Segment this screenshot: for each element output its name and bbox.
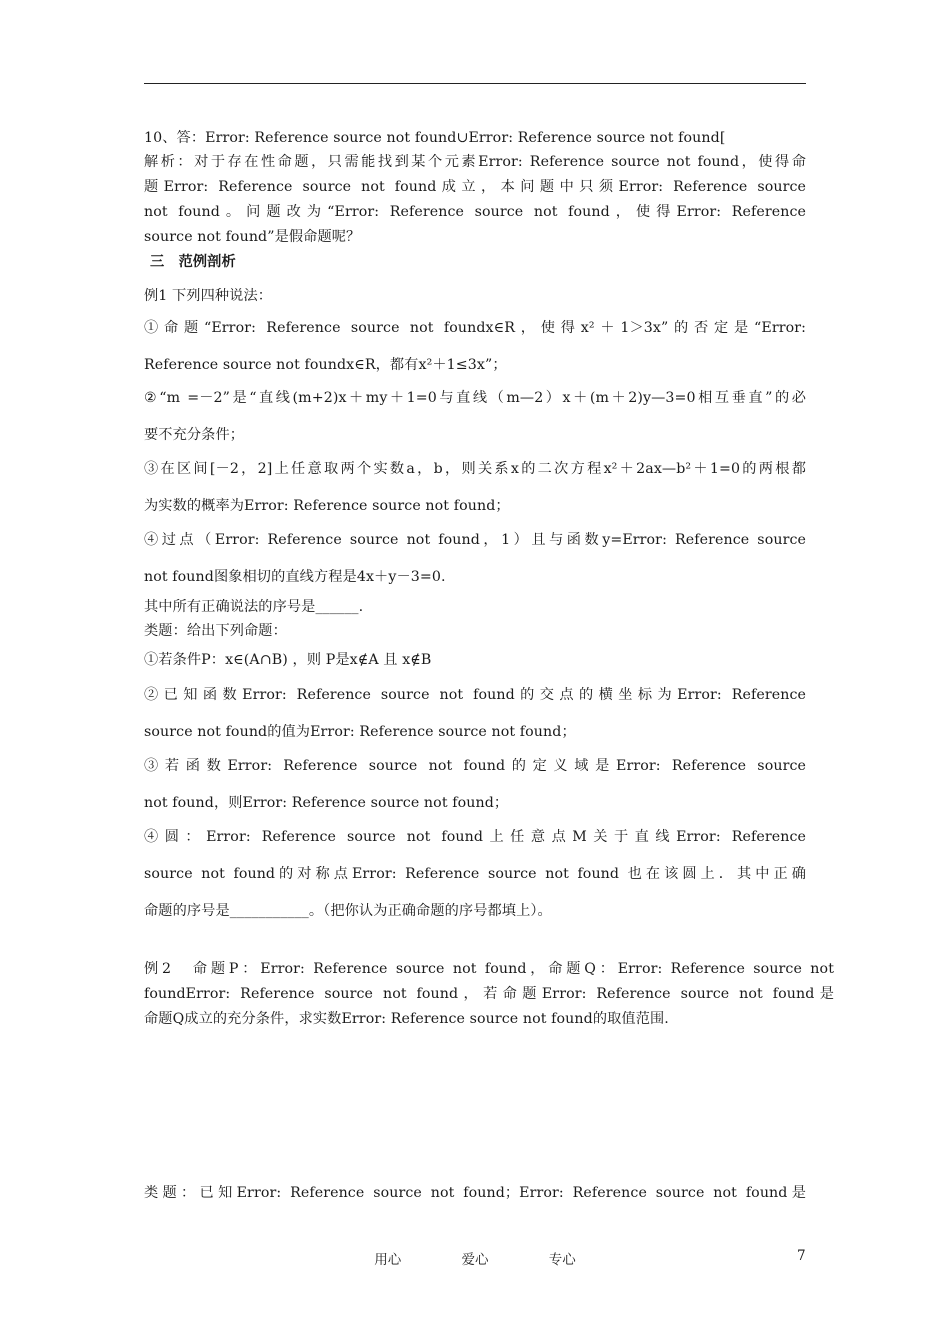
analysis-line-1: 解析：对于存在性命题，只需能找到某个元素Error: Reference source not found，使得命 [144, 154, 806, 170]
sim1-item-2-line-1: ②已知函数Error: Reference source not found的交点的横坐标为Error: Reference [144, 687, 806, 703]
page-footer [0, 1248, 950, 1268]
ex1-item-3-line-1: ③在区间[－2，2]上任意取两个实数a，b，则关系x的二次方程x²＋2ax—b²＋1=0的两根都 [144, 461, 806, 477]
footer-word-3: 专心 [548, 1252, 576, 1268]
example-2-line-2: foundError: Reference source not found，若命题Error: Reference source not found是 [144, 986, 834, 1002]
footer-word-1: 用心 [374, 1252, 402, 1268]
similar-1-title: 类题：给出下列命题： [144, 623, 287, 639]
header-rule [144, 83, 806, 84]
sim1-item-3-line-2: not found，则Error: Reference source not found； [144, 795, 509, 811]
sim1-item-1: ①若条件P：x∈(A∩B) ，则 P是x∉A 且 x∉B [144, 652, 432, 668]
example-1-title: 例1 下列四种说法： [144, 288, 273, 304]
ex1-question: 其中所有正确说法的序号是______. [144, 599, 364, 615]
sim1-item-4-line-2: source not found的对称点Error: Reference source not found 也在该圆上．其中正确 [144, 866, 806, 882]
analysis-line-3: not found。问题改为“Error: Reference source not found，使得Error: Reference [144, 204, 806, 220]
ex1-item-3-line-2: 为实数的概率为Error: Reference source not found； [144, 498, 510, 514]
analysis-line-2: 题Error: Reference source not found成立，本问题中只须Error: Reference source [144, 179, 806, 195]
ex1-item-1-line-2: Reference source not foundx∈R，都有x²＋1≤3x”； [144, 357, 507, 373]
section-heading: 三 范例剖析 [150, 254, 236, 270]
example-2-line-1: 例2 命题P：Error: Reference source not found，命题Q：Error: Reference source not [144, 961, 834, 977]
page-number: 7 [797, 1248, 806, 1264]
analysis-line-4: source not found”是假命题呢？ [144, 229, 361, 245]
ex1-item-1-line-1: ①命题“Error: Reference source not foundx∈R，使得x²＋1＞3x”的否定是“Error: [144, 320, 806, 336]
answer-10-line: 10、答：Error: Reference source not found∪Error: Reference source not found[ [144, 130, 726, 146]
ex1-item-4-line-2: not found图象相切的直线方程是4x＋y－3=0. [144, 569, 446, 585]
ex1-item-2-line-2: 要不充分条件； [144, 427, 245, 443]
ex1-item-4-line-1: ④过点（Error: Reference source not found，1）且与函数y=Error: Reference source [144, 532, 806, 548]
example-2-line-3: 命题Q成立的充分条件，求实数Error: Reference source not found的取值范围. [144, 1011, 669, 1027]
sim1-question: 命题的序号是___________。（把你认为正确命题的序号都填上）。 [144, 903, 552, 919]
sim1-item-2-line-2: source not found的值为Error: Reference source not found； [144, 724, 576, 740]
sim1-item-3-line-1: ③若函数Error: Reference source not found的定义域是Error: Reference source [144, 758, 806, 774]
footer-word-2: 爱心 [461, 1252, 489, 1268]
sim1-item-4-line-1: ④圆：Error: Reference source not found上任意点M关于直线Error: Reference [144, 829, 806, 845]
similar-2-line-1: 类题：已知Error: Reference source not found；Error: Reference source not found是 [144, 1185, 806, 1201]
ex1-item-2-line-1: ②“m =－2”是“直线(m+2)x＋my＋1=0与直线（m—2）x＋(m＋2)y—3=0相互垂直”的必 [144, 390, 806, 406]
